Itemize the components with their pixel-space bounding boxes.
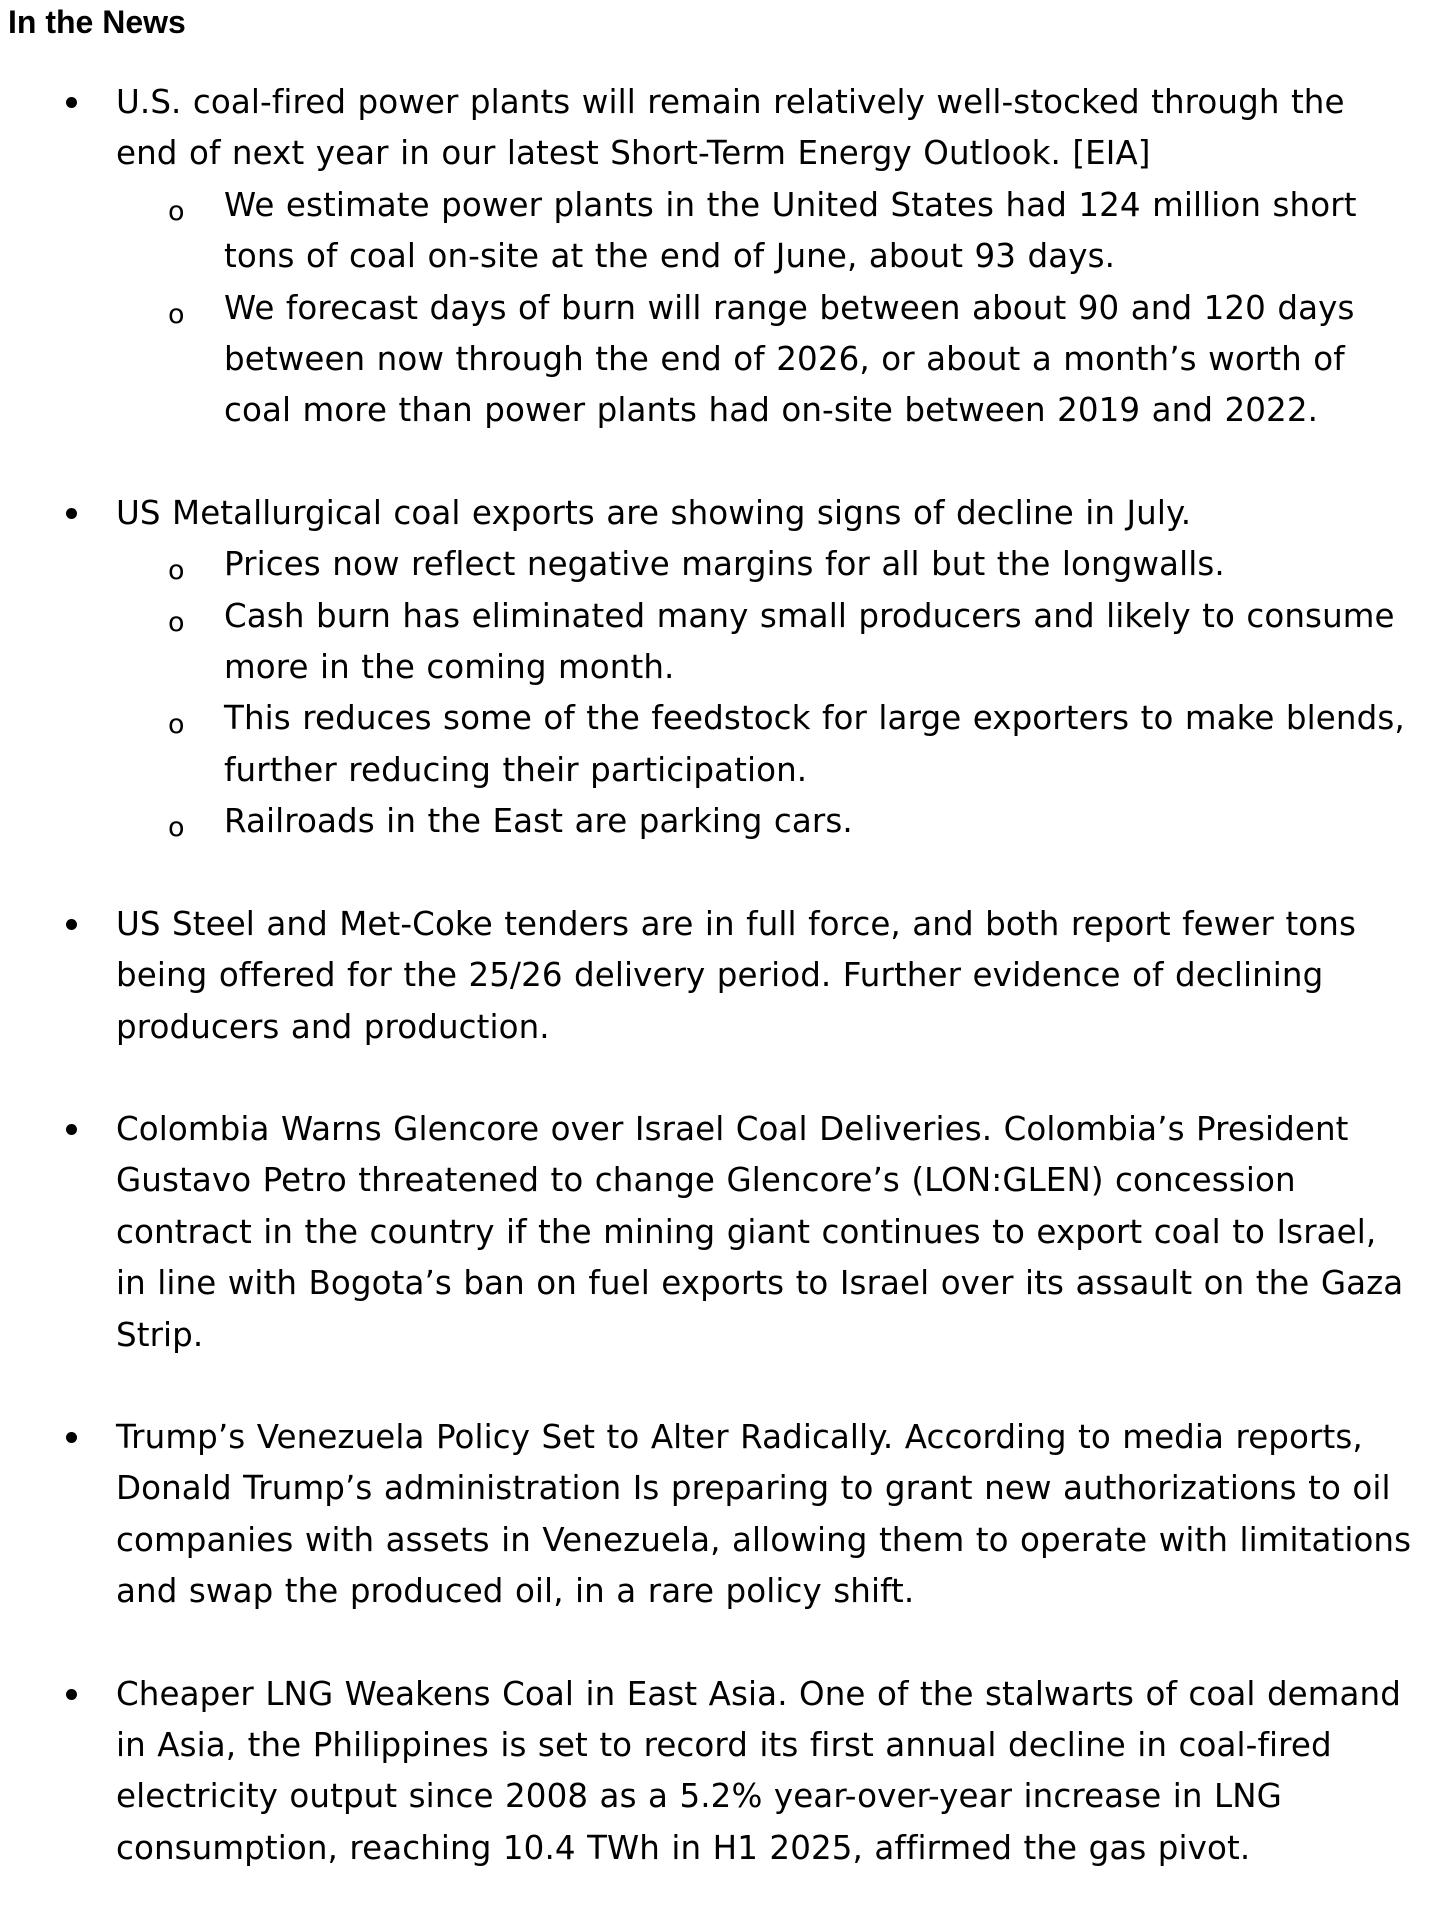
sub-item-text: Cash burn has eliminated many small producers and likely to consume more in the coming month. — [224, 596, 1395, 687]
bullet-icon — [66, 1689, 77, 1700]
section-heading: In the News — [8, 4, 186, 40]
sub-item — [116, 796, 1416, 847]
news-item-text: US Steel and Met-Coke tenders are in full force, and both report fewer tons being offered for the 25/26 delivery period. Further evidence of declining producers and production. — [116, 904, 1356, 1046]
news-item — [0, 488, 1456, 848]
news-item — [0, 899, 1456, 1053]
sub-item — [116, 591, 1416, 694]
news-item-text: Trump’s Venezuela Policy Set to Alter Radically. According to media reports, Donald Trump’s administration Is preparing to grant new authorizations to oil companies with assets in Venezuela, allowing them to operate with limitations and swap the produced oil, in a rare policy shift. — [116, 1417, 1412, 1611]
news-item-text: U.S. coal-fired power plants will remain relatively well-stocked through the end of next year in our latest Short-Term Energy Outlook. [EIA] — [116, 83, 1345, 173]
news-item — [0, 1669, 1456, 1875]
news-item — [0, 1104, 1456, 1361]
sub-bullet-icon: o — [168, 812, 185, 844]
sub-bullet-icon: o — [168, 298, 185, 330]
sub-list — [116, 539, 1416, 847]
news-item — [0, 77, 1456, 437]
sub-item — [116, 693, 1416, 796]
sub-bullet-icon: o — [168, 709, 185, 741]
bullet-icon — [66, 508, 77, 519]
sub-item-text: We forecast days of burn will range between about 90 and 120 days between now through the end of 2026, or about a month’s worth of coal more than power plants had on-site between 2019 and 2022. — [224, 288, 1355, 430]
sub-item-text: We estimate power plants in the United States had 124 million short tons of coal on-site at the end of June, about 93 days. — [224, 185, 1357, 276]
sub-item-text: This reduces some of the feedstock for large exporters to make blends, further reducing their participation. — [224, 699, 1405, 789]
sub-bullet-icon: o — [168, 195, 185, 227]
news-item-text: US Metallurgical coal exports are showing signs of decline in July. — [116, 493, 1192, 532]
sub-item-text: Railroads in the East are parking cars. — [224, 802, 853, 841]
sub-item — [116, 539, 1416, 590]
sub-item-text: Prices now reflect negative margins for all but the longwalls. — [224, 545, 1225, 584]
sub-bullet-icon: o — [168, 555, 185, 587]
sub-list — [116, 180, 1416, 437]
bullet-icon — [66, 1432, 77, 1443]
news-item — [0, 1412, 1456, 1618]
sub-item — [116, 283, 1416, 437]
bullet-icon — [66, 1124, 77, 1135]
sub-bullet-icon: o — [168, 606, 185, 638]
news-item-text: Cheaper LNG Weakens Coal in East Asia. One of the stalwarts of coal demand in Asia, the Philippines is set to record its first annual decline in coal-fired electricity output since 2008 as a 5.2% year-over-year increase in LNG consumption, reaching 10.4 TWh in H1 2025, affirmed the gas pivot. — [116, 1674, 1401, 1867]
sub-item — [116, 180, 1416, 283]
bullet-icon — [66, 919, 77, 930]
bullet-icon — [66, 97, 77, 108]
news-item-text: Colombia Warns Glencore over Israel Coal Deliveries. Colombia’s President Gustavo Petro threatened to change Glencore’s (LON:GLEN) concession contract in the country if the mining giant continues to export coal to Israel, in line with Bogota’s ban on fuel exports to Israel over its assault on the Gaza Strip. — [116, 1109, 1404, 1354]
news-list — [0, 77, 1456, 1874]
